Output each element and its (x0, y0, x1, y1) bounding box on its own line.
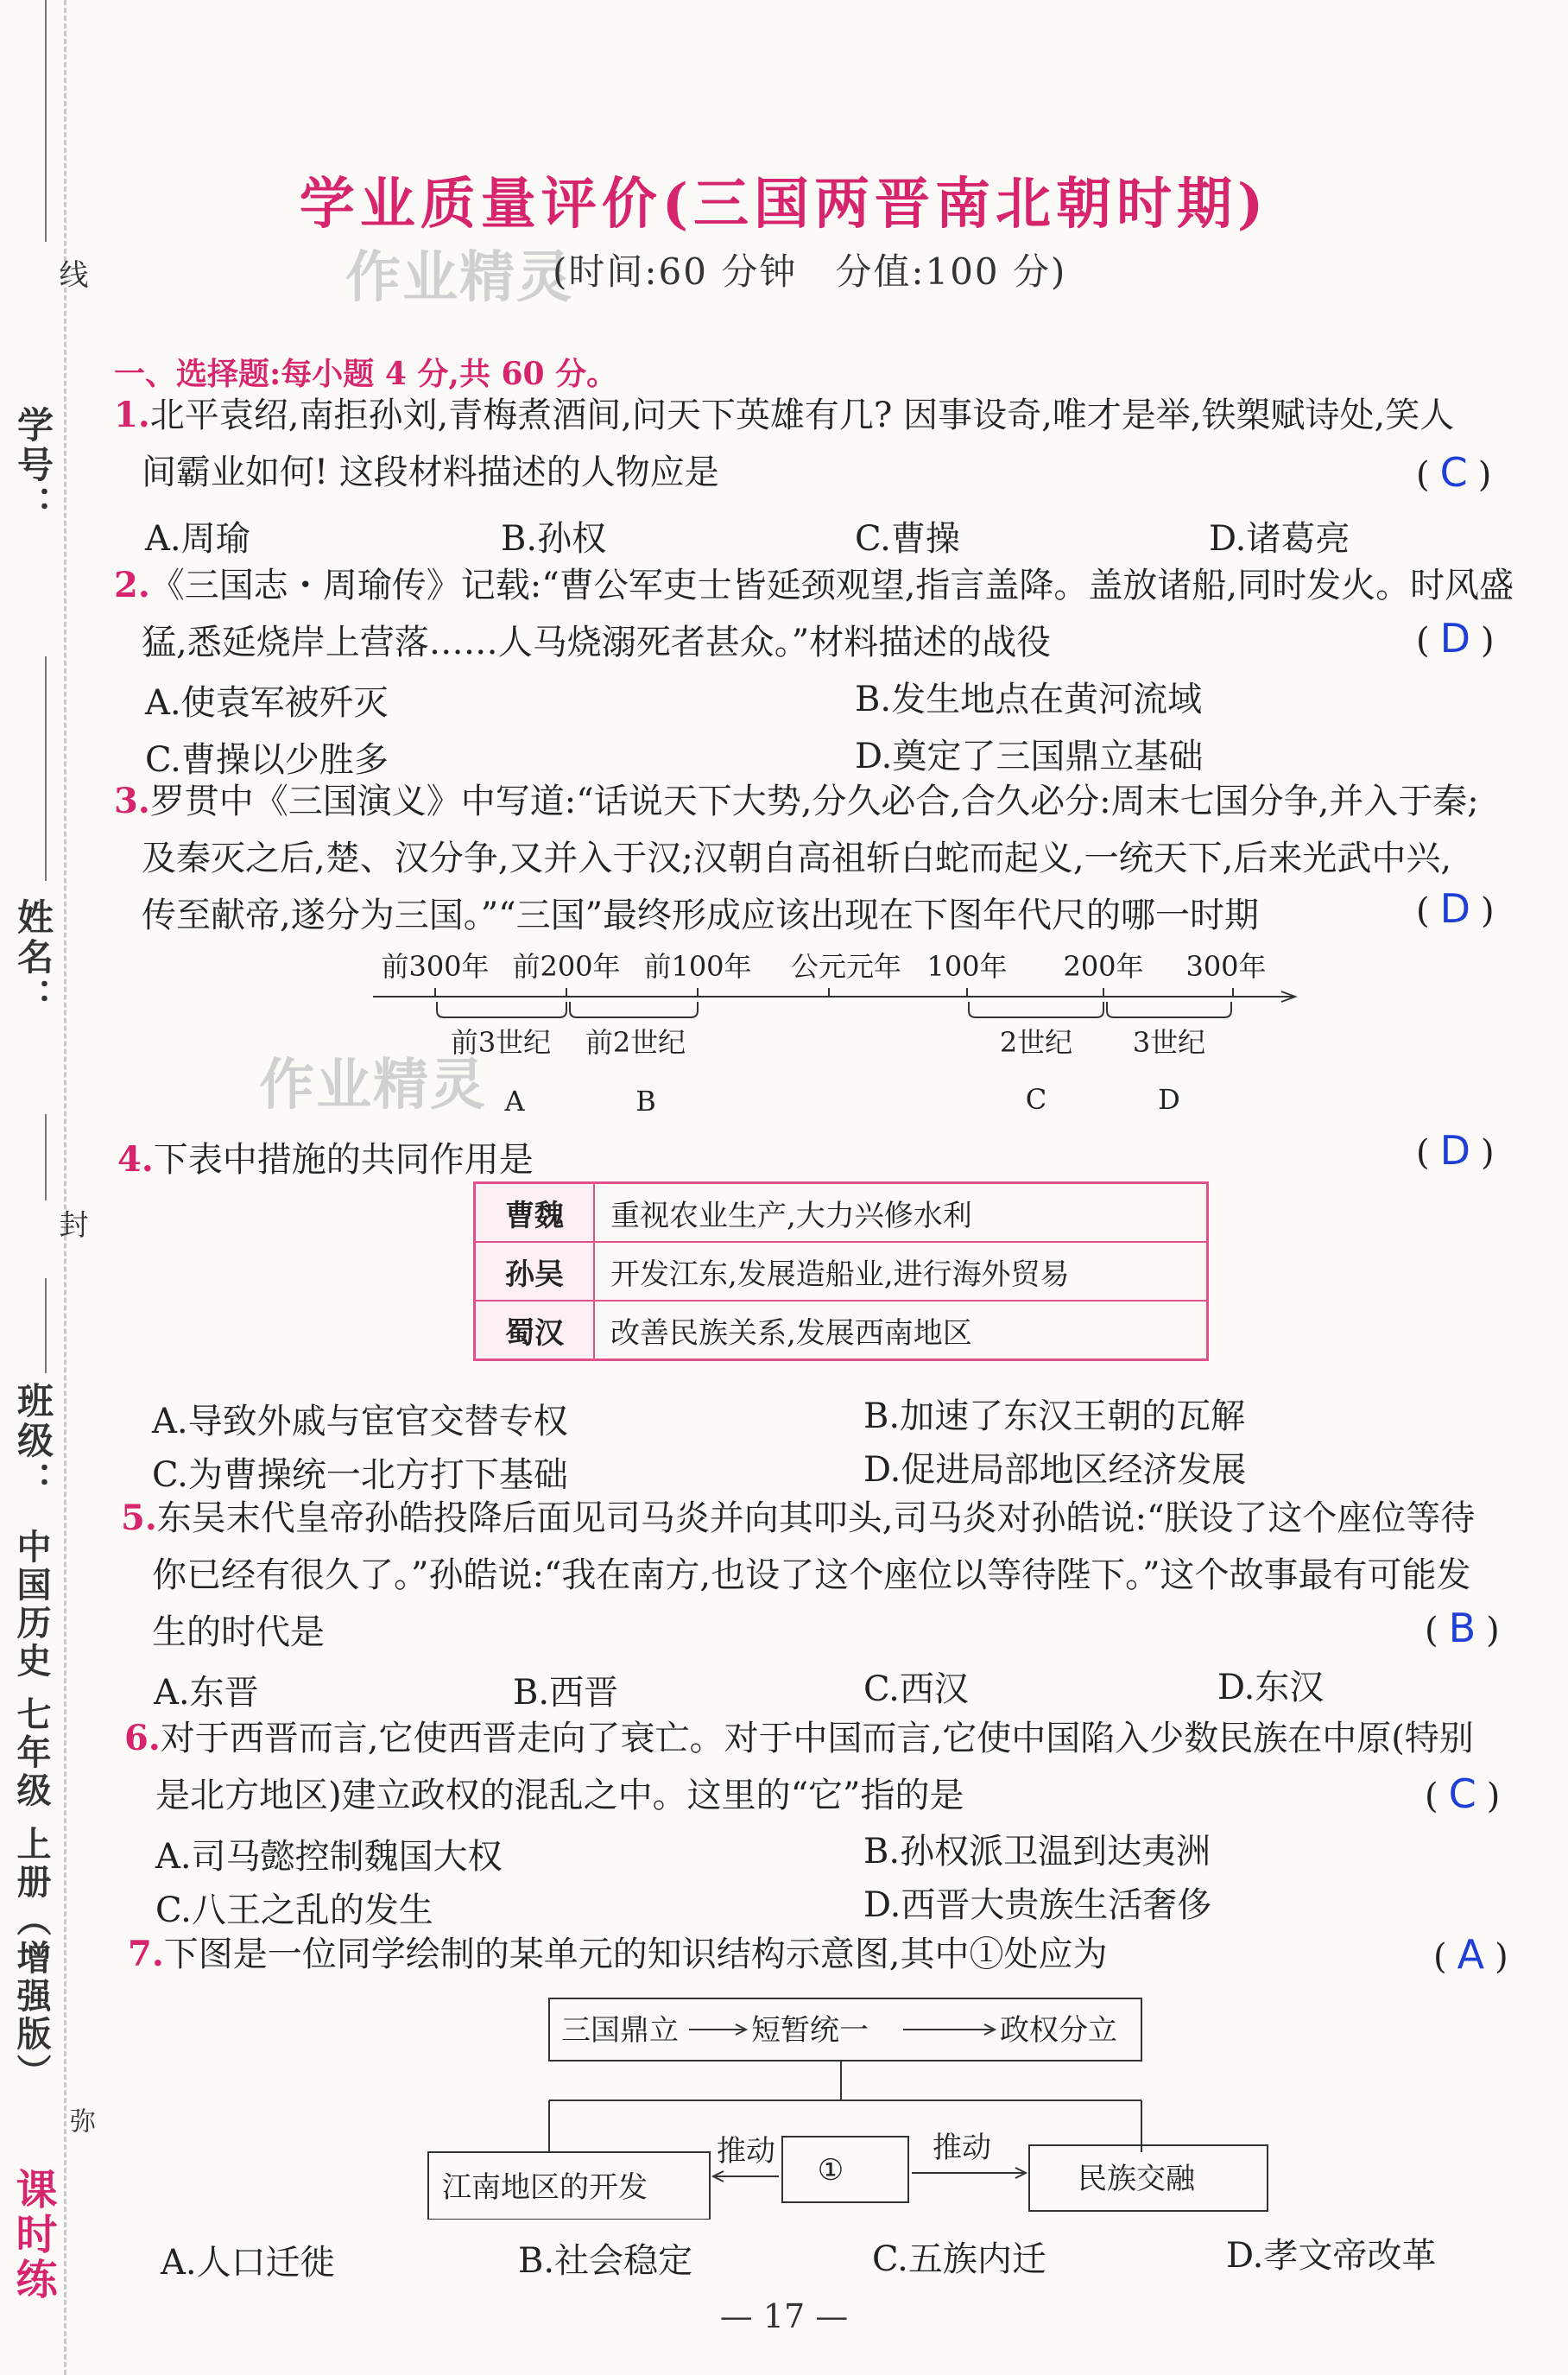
answer-letter: B (1448, 1605, 1476, 1651)
table-row (475, 1242, 1208, 1301)
option-d: D.西晋大贵族生活奢侈 (863, 1885, 1212, 1925)
page-number: — 17 — (719, 2297, 849, 2335)
option-c: C.为曹操统一北方打下基础 (152, 1455, 568, 1495)
question-number: 5. (121, 1498, 157, 1538)
option-a: A.使袁军被歼灭 (145, 683, 389, 723)
option-c: C.西汉 (863, 1669, 969, 1709)
watermark: 作业精灵 (345, 246, 573, 310)
option-d: D.诸葛亮 (1209, 519, 1350, 559)
question-number: 4. (117, 1139, 154, 1180)
century-label: 前2世纪 (585, 1026, 686, 1059)
table-cell: 开发江东,发展造船业,进行海外贸易 (594, 1242, 1208, 1301)
exam-info: (时间:60 分钟 分值:100 分) (553, 250, 1067, 293)
watermark: 作业精灵 (259, 1054, 487, 1118)
table-cell: 重视农业生产,大力兴修水利 (594, 1183, 1208, 1243)
diagram-blank: ① (817, 2153, 844, 2188)
question-7 (128, 1926, 1423, 1983)
tick-label: 前100年 (643, 950, 752, 983)
margin-label-class: 班级： (12, 1382, 54, 1501)
question-text: 及秦灭之后,楚、汉分争,又并入于汉;汉朝自高祖斩白蛇而起义,一统天下,后来光武中兴, (142, 839, 1452, 878)
period-letter: C (1025, 1083, 1047, 1116)
period-letter: D (1158, 1083, 1180, 1116)
option-d: D.促进局部地区经济发展 (863, 1450, 1247, 1490)
question-text: 你已经有很久了。”孙皓说:“我在南方,也设了这个座位以等待陛下。”这个故事最有可能发 (152, 1555, 1471, 1595)
question-number: 2. (114, 565, 150, 605)
question-3 (114, 773, 1530, 944)
arrow-label: 推动 (933, 2131, 991, 2165)
option-b: B.发生地点在黄河流域 (855, 680, 1203, 719)
question-text: 间霸业如何! 这段材料描述的人物应是 (142, 453, 719, 492)
binding-dashed-line (64, 0, 66, 2375)
question-text: 是北方地区)建立政权的混乱之中。这里的“它”指的是 (155, 1776, 964, 1815)
option-d: D.东汉 (1217, 1668, 1325, 1707)
knowledge-diagram (423, 1995, 1278, 2220)
question-5 (121, 1490, 1537, 1661)
tick-label: 前200年 (512, 950, 621, 983)
margin-label-line: 线 (54, 259, 88, 292)
option-b: B.孙权 (501, 519, 607, 559)
answer-1: ( C ) (1416, 449, 1492, 496)
option-a: A.导致外戚与宦官交替专权 (152, 1402, 568, 1441)
margin-label-name: 姓名： (12, 898, 54, 1017)
question-number: 3. (114, 781, 150, 821)
margin-label-seal: 封 (54, 1209, 88, 1242)
timeline-diagram (363, 941, 1312, 1131)
question-text: 《三国志・周瑜传》记载:“曹公军吏士皆延颈观望,指言盖降。盖放诸船,同时发火。时风盛 (149, 566, 1514, 605)
diagram-node: 江南地区的开发 (442, 2170, 648, 2205)
answer-3: ( D ) (1416, 885, 1495, 932)
measures-table (473, 1181, 1209, 1361)
table-cell: 改善民族关系,发展西南地区 (594, 1301, 1208, 1360)
tick-label: 100年 (926, 950, 1008, 983)
question-text: 生的时代是 (152, 1612, 325, 1652)
question-4 (117, 1131, 1326, 1188)
diagram-node: 三国鼎立 (561, 2013, 679, 2048)
option-b: B.加速了东汉王朝的瓦解 (863, 1396, 1246, 1436)
table-cell: 孙吴 (475, 1242, 595, 1301)
diagram-node: 政权分立 (1000, 2013, 1117, 2048)
arrow-label: 推动 (717, 2134, 775, 2169)
margin-label-mi: 弥 (65, 2107, 95, 2137)
question-text: 下图是一位同学绘制的某单元的知识结构示意图,其中①处应为 (163, 1935, 1108, 1974)
table-row (475, 1183, 1208, 1243)
tick-label: 前300年 (381, 950, 490, 983)
tick-label: 公元元年 (790, 950, 902, 983)
answer-5: ( B ) (1425, 1605, 1500, 1651)
option-c: C.八王之乱的发生 (155, 1890, 433, 1930)
answer-letter: D (1439, 1127, 1471, 1174)
section-heading: 一、选择题:每小题 4 分,共 60 分。 (114, 356, 618, 392)
tick-label: 300年 (1185, 950, 1267, 983)
table-cell: 蜀汉 (475, 1301, 595, 1360)
question-text: 猛,悉延烧岸上营落……人马烧溺死者甚众。”材料描述的战役 (142, 623, 1052, 662)
question-text: 东吴末代皇帝孙皓投降后面见司马炎并向其叩头,司马炎对孙皓说:“朕设了这个座位等待 (156, 1498, 1476, 1538)
diagram-node: 民族交融 (1078, 2162, 1195, 2196)
tick-label: 200年 (1063, 950, 1144, 983)
answer-letter: D (1439, 885, 1471, 932)
margin-rule (45, 1114, 47, 1200)
margin-label-student-id: 学号： (12, 406, 54, 525)
question-number: 7. (128, 1934, 164, 1974)
century-label: 2世纪 (999, 1026, 1073, 1059)
question-2 (114, 557, 1530, 671)
option-c: C.曹操以少胜多 (145, 740, 389, 780)
question-text: 罗贯中《三国演义》中写道:“话说天下大势,分久必合,合久必分:周末七国分争,并入于秦; (149, 782, 1479, 821)
option-d: D.奠定了三国鼎立基础 (855, 737, 1204, 776)
question-text: 对于西晋而言,它使西晋走向了衰亡。对于中国而言,它使中国陷入少数民族在中原(特别 (160, 1719, 1474, 1758)
table-row (475, 1301, 1208, 1360)
table-cell: 曹魏 (475, 1183, 595, 1243)
answer-letter: D (1439, 615, 1471, 662)
answer-letter: C (1448, 1770, 1476, 1817)
answer-7: ( A ) (1433, 1931, 1508, 1978)
option-c: C.五族内迁 (872, 2239, 1046, 2279)
option-a: A.人口迁徙 (161, 2243, 335, 2283)
question-number: 1. (114, 395, 150, 435)
page-title: 学业质量评价(三国两晋南北朝时期) (299, 172, 1269, 237)
answer-6: ( C ) (1425, 1770, 1501, 1817)
question-6 (124, 1710, 1540, 1824)
brand-logo: 课时练 (9, 2168, 57, 2302)
margin-label-book: 中国历史 七年级 上册（增强版） (11, 1529, 52, 2092)
option-b: B.西晋 (513, 1673, 619, 1713)
century-label: 前3世纪 (450, 1026, 552, 1059)
question-number: 6. (124, 1718, 161, 1758)
option-a: A.东晋 (154, 1673, 259, 1713)
question-text: 下表中措施的共同作用是 (153, 1140, 534, 1180)
option-b: B.社会稳定 (518, 2241, 693, 2281)
option-d: D.孝文帝改革 (1226, 2236, 1437, 2276)
margin-rule (45, 1278, 47, 1373)
answer-letter: A (1457, 1931, 1485, 1978)
period-letter: A (504, 1085, 525, 1118)
question-text: 传至献帝,遂分为三国。”“三国”最终形成应该出现在下图年代尺的哪一时期 (142, 896, 1260, 935)
question-text: 北平袁绍,南拒孙刘,青梅煮酒间,问天下英雄有几? 因事设奇,唯才是举,铁槊赋诗处,笑人 (149, 396, 1455, 435)
option-a: A.周瑜 (145, 519, 250, 559)
option-b: B.孙权派卫温到达夷洲 (863, 1832, 1211, 1872)
period-letter: B (635, 1085, 656, 1118)
margin-rule (45, 656, 47, 881)
diagram-node: 短暂统一 (751, 2013, 869, 2048)
answer-4: ( D ) (1416, 1127, 1495, 1174)
question-1 (114, 387, 1530, 501)
answer-2: ( D ) (1416, 615, 1495, 662)
century-label: 3世纪 (1132, 1026, 1206, 1059)
answer-letter: C (1439, 449, 1468, 496)
option-c: C.曹操 (855, 519, 960, 559)
option-a: A.司马懿控制魏国大权 (155, 1837, 503, 1877)
